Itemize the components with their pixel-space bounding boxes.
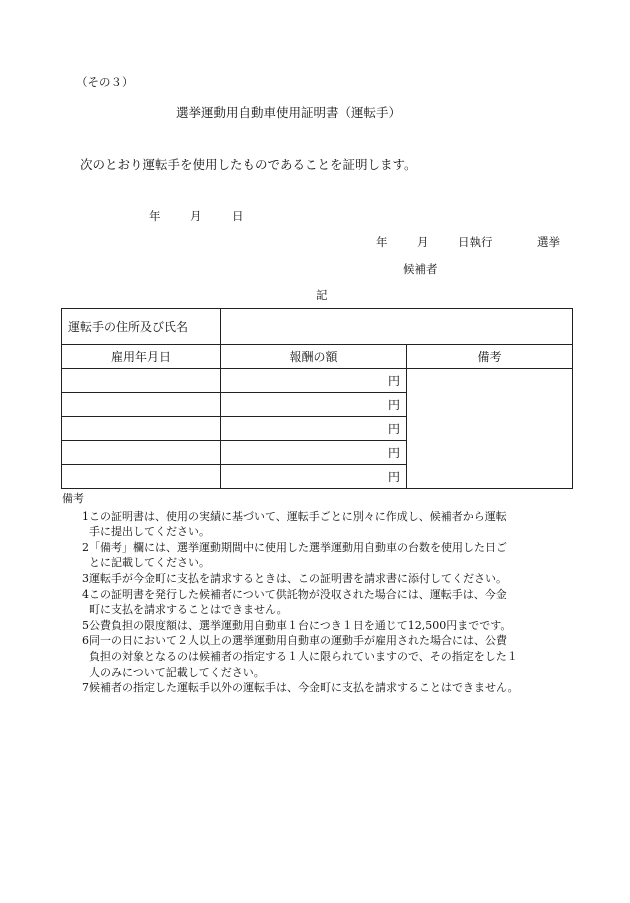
note-number: 2 [82,540,89,554]
note-number: 1 [82,509,89,523]
notes-heading: 備考 [62,492,84,505]
header-amount: 報酬の額 [221,345,407,369]
ki-label: 記 [316,288,328,302]
amount-cell: 円 [221,441,407,465]
note-number: 5 [82,618,89,632]
employment-date-cell [62,465,221,489]
form-number: （その３） [76,75,134,89]
note-line: この証明書は、使用の実績に基づいて、運転手ごとに別々に作成し、候補者から運転 [89,509,507,523]
note-item [62,540,592,571]
note-number: 4 [82,587,89,601]
candidate-label: 候補者 [403,262,438,276]
amount-cell: 円 [221,465,407,489]
note-line: 手に提出してください。 [89,525,210,539]
driver-label: 運転手の住所及び氏名 [62,309,221,345]
driver-row [62,309,573,345]
document-title: 選挙運動用自動車使用証明書（運転手） [176,105,402,120]
note-line: 候補者の指定した運転手以外の運転手は、今金町に支払を請求することはできません。 [89,681,519,695]
note-item [62,587,592,618]
election-year: 年 [376,235,388,249]
note-item [62,618,592,634]
intro-text: 次のとおり運転手を使用したものであることを証明します。 [80,157,417,172]
header-employment-date: 雇用年月日 [62,345,221,369]
note-line: 「備考」欄には、選挙運動期間中に使用した選挙運動用自動車の台数を使用した日ご [89,540,507,554]
table-row [62,369,573,393]
election-label: 選挙 [537,235,560,249]
employment-date-cell [62,417,221,441]
driver-value-cell [221,309,573,345]
note-item [62,633,592,680]
notes-section [62,491,592,696]
note-item [62,571,592,587]
employment-date-cell [62,393,221,417]
amount-cell: 円 [221,369,407,393]
note-item [62,509,592,540]
note-line: 公費負担の限度額は、選挙運動用自動車１台につき１日を通じて12,500円までです。 [89,618,512,632]
note-line: とに記載してください。 [89,556,210,570]
note-line: この証明書を発行した候補者について供託物が没収された場合には、運転手は、今金 [89,587,507,601]
remarks-cell [407,369,573,489]
employment-date-cell [62,369,221,393]
date-day: 日 [232,209,244,223]
note-number: 7 [82,681,89,695]
note-number: 6 [82,634,89,648]
election-month: 月 [417,235,429,249]
date-month: 月 [190,209,202,223]
certificate-table [61,308,573,489]
amount-cell: 円 [221,393,407,417]
note-line: 運転手が今金町に支払を請求するときは、この証明書を請求書に添付してください。 [89,571,507,585]
header-remarks: 備考 [407,345,573,369]
note-item [62,680,592,696]
table-header-row [62,345,573,369]
date-year: 年 [149,209,161,223]
note-number: 3 [82,571,89,585]
employment-date-cell [62,441,221,465]
amount-cell: 円 [221,417,407,441]
note-line: 町に支払を請求することはできません。 [89,603,288,617]
note-line: 同一の日において２人以上の選挙運動用自動車の運動手が雇用された場合には、公費 [89,634,507,648]
note-line: 人のみについて記載してください。 [89,665,265,679]
election-executed: 日執行 [458,235,493,249]
note-line: 負担の対象となるのは候補者の指定する１人に限られていますので、その指定をした１ [89,649,518,663]
